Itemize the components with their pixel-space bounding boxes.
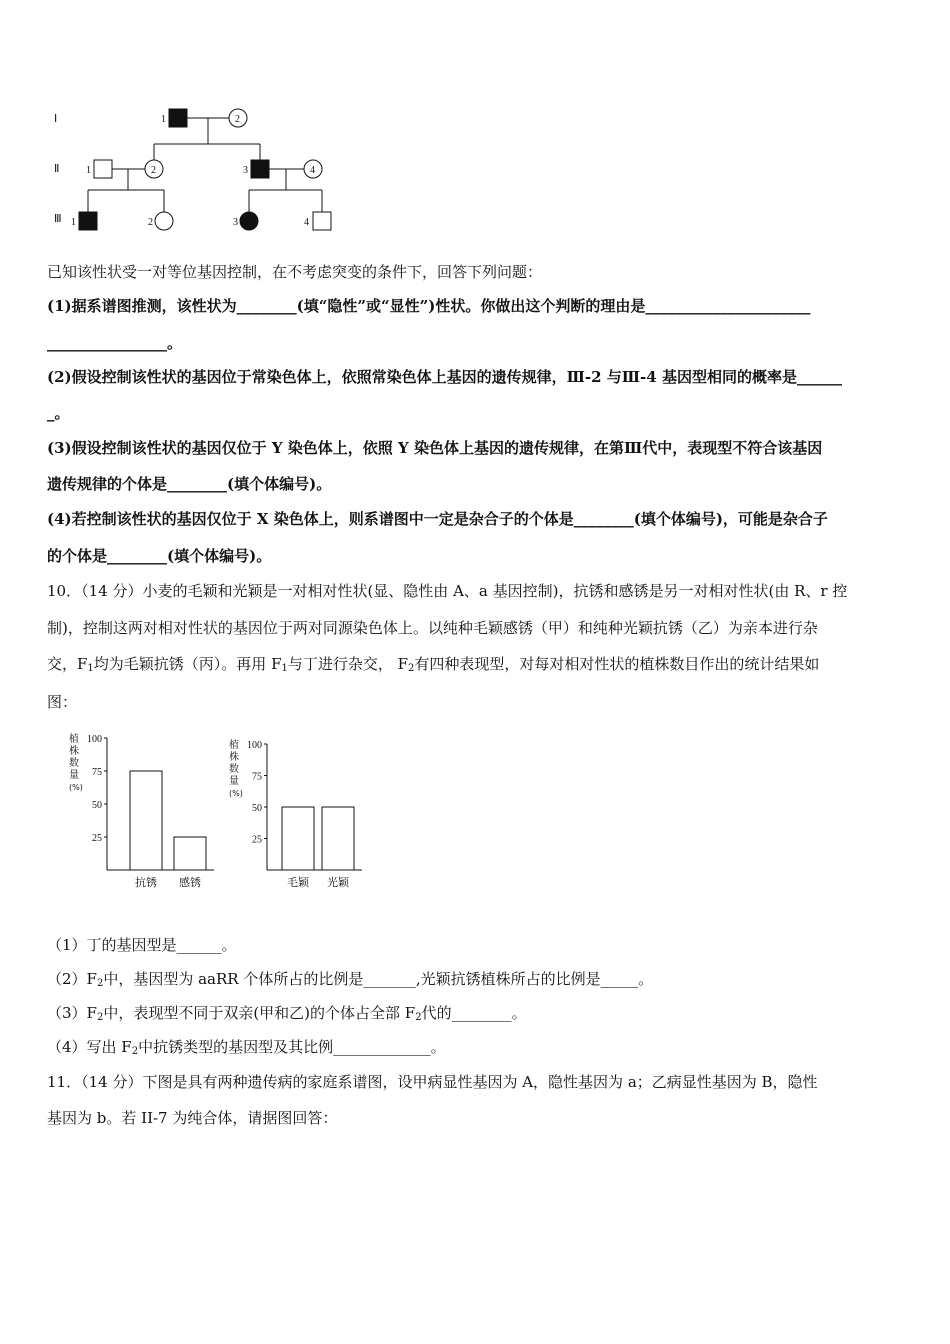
individual-II3: [251, 160, 269, 178]
bar-毛颖: [282, 807, 314, 870]
x-category-label: 光颖: [327, 876, 349, 889]
generation-label-2: Ⅱ: [54, 163, 60, 175]
chart-glume: [229, 738, 362, 889]
individual-II1: [94, 160, 112, 178]
individual-I1: [169, 109, 187, 127]
generation-label-1: Ⅰ: [54, 113, 58, 125]
q10-line3: 交，$F_1$均为毛颖抗锈（丙）。再用 $F_1$与丁进行杂交， $F_2$有四种表现型，对每对相对性状的植株数目作出的统计结果如: [47, 655, 820, 674]
bar-抗锈: [130, 771, 162, 870]
q10-line1: 10．（14 分）小麦的毛颖和光颖是一对相对性状(显、隐性由 A、a 基因控制)，抗锈和感锈是另一对相对性状(由 R、r 控: [47, 582, 848, 600]
x-category-label: 抗锈: [135, 876, 157, 889]
individual-III3: [240, 212, 258, 230]
y-tick-label: 50: [252, 803, 262, 814]
q9-part1-line1: (1)据系谱图推测，该性状为________(填“隐性”或“显性”)性状。你做出这个判断的理由是______________________: [47, 297, 811, 315]
q9-part2-line1: (2)假设控制该性状的基因位于常染色体上，依照常染色体上基因的遗传规律，Ⅲ-2 与Ⅲ-4 基因型相同的概率是______: [47, 368, 842, 386]
y-axis-label: (%): [229, 789, 243, 798]
y-tick-label: 50: [92, 800, 102, 811]
y-axis-label: 植: [69, 734, 79, 745]
y-axis-label: 数: [69, 758, 79, 769]
y-tick-label: 100: [247, 740, 262, 751]
bar-光颖: [322, 807, 354, 870]
q9-part4-line2: 的个体是________(填个体编号)。: [47, 547, 272, 565]
q9-part3-line1: (3)假设控制该性状的基因仅位于 Y 染色体上，依照 Y 染色体上基因的遗传规律，在第Ⅲ代中，表现型不符合该基因: [47, 439, 823, 457]
label-II2: 2: [151, 165, 156, 176]
label-II4: 4: [310, 165, 315, 176]
q10-sub1: （1）丁的基因型是______。: [47, 936, 237, 954]
y-axis-label: 植: [229, 740, 239, 751]
q11-line2: 基因为 b。若 II-7 为纯合体，请据图回答：: [47, 1109, 338, 1127]
generation-label-3: Ⅲ: [54, 213, 62, 225]
y-tick-label: 25: [252, 834, 262, 846]
individual-III2: [155, 212, 173, 230]
y-axis-label: 量: [69, 770, 79, 781]
q9-part4-line1: (4)若控制该性状的基因仅位于 X 染色体上，则系谱图中一定是杂合子的个体是________(填个体编号)，可能是杂合子: [47, 510, 828, 528]
y-tick-label: 25: [92, 833, 102, 844]
x-category-label: 感锈: [179, 876, 201, 889]
label-I2: 2: [235, 114, 240, 125]
q9-part2-line2: _。: [47, 404, 70, 422]
individual-III4: [313, 212, 331, 230]
individual-III1: [79, 212, 97, 230]
y-axis-label: (%): [69, 783, 83, 792]
x-category-label: 毛颖: [287, 876, 309, 889]
q10-sub3: $(3)F_2$中，表现型不同于双亲(甲和乙)的个体占全部 $F_2$代的________。: [47, 1004, 527, 1023]
q10-line4: 图：: [47, 693, 78, 711]
q9-part1-line2: ________________。: [47, 334, 183, 352]
label-I1: 1: [161, 114, 166, 125]
bar-charts: [62, 728, 372, 898]
q11-line1: 11．（14 分）下图是具有两种遗传病的家庭系谱图，设甲病显性基因为 A，隐性基因为 a；乙病显性基因为 B，隐性: [47, 1073, 818, 1091]
label-III2: 2: [148, 217, 153, 228]
q10-line2: 制)，控制这两对相对性状的基因位于两对同源染色体上。以纯种毛颖感锈（甲）和纯种光颖抗锈（乙）为亲本进行杂: [47, 619, 818, 637]
chart-resistance: [69, 732, 214, 889]
q9-intro: 已知该性状受一对等位基因控制，在不考虑突变的条件下，回答下列问题：: [47, 263, 543, 281]
y-axis-label: 量: [229, 776, 239, 787]
y-tick-label: 75: [252, 771, 262, 783]
label-II1: 1: [86, 165, 91, 176]
y-axis-label: 株: [229, 752, 239, 763]
bar-感锈: [174, 837, 206, 870]
label-III4: 4: [304, 217, 309, 228]
y-axis-label: 数: [229, 764, 239, 775]
pedigree-diagram: [40, 98, 360, 238]
y-tick-label: 100: [87, 734, 102, 745]
label-III3: 3: [233, 217, 238, 228]
q10-sub4: （4）写出 $F_2$中抗锈类型的基因型及其比例_____________。: [47, 1038, 446, 1057]
label-III1: 1: [71, 217, 76, 228]
label-II3: 3: [243, 165, 248, 176]
q9-part3-line2: 遗传规律的个体是________(填个体编号)。: [47, 475, 332, 493]
y-axis-label: 株: [69, 746, 79, 757]
y-tick-label: 75: [92, 767, 102, 778]
q10-sub2: $(2)F_2$中，基因型为 aaRR 个体所占的比例是_______,光颖抗锈植株所占的比例是_____。: [47, 970, 654, 989]
